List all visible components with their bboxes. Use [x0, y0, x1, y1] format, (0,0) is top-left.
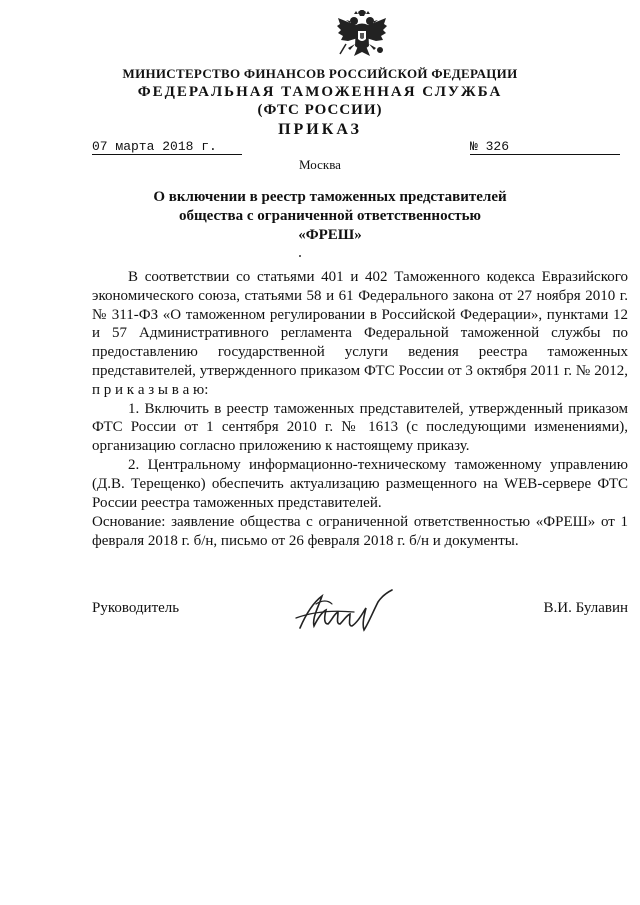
russian-coat-of-arms-icon [336, 10, 388, 64]
order-date: 07 марта 2018 г. [92, 139, 242, 155]
subject-line: О включении в реестр таможенных представителей [153, 189, 507, 205]
order-body [92, 268, 628, 512]
subject-line: общества с ограниченной ответственностью [179, 208, 481, 224]
basis-paragraph: Основание: заявление общества с ограниченной ответственностью «ФРЕШ» от 1 февраля 2018 г. б/н, письмо от 26 февраля 2018 г. б/н и документы. [92, 514, 628, 549]
signer-name: В.И. Булавин [543, 600, 628, 616]
preamble-paragraph: В соответствии со статьями 401 и 402 Таможенного кодекса Евразийского экономического союза, статьями 58 и 61 Федерального закона от 27 ноября 2010 г. № 311-ФЗ «О таможенном регулировании в Российской Федерации», пунктами 12 и 57 Административного регламента Федеральной таможенной службы по предоставлению государственной услуги ведения реестра таможенных представителей, утвержденного приказом ФТС России от 3 октября 2011 г. № 2012, п р и к а з ы в а ю: [92, 269, 628, 398]
document-type: ПРИКАЗ [278, 121, 362, 138]
order-subject [150, 188, 510, 245]
stray-dot [299, 255, 301, 257]
handwritten-signature-icon [292, 584, 396, 636]
ministry-name: МИНИСТЕРСТВО ФИНАНСОВ РОССИЙСКОЙ ФЕДЕРАЦИИ [122, 66, 518, 81]
order-item-2: 2. Центральному информационно-техническому таможенному управлению (Д.В. Терещенко) обеспечить актуализацию размещенного на WEB-сервере ФТС России реестра таможенных представителей. [92, 456, 628, 511]
basis-section [92, 513, 628, 551]
order-number: № 326 [470, 139, 620, 155]
service-short-name: (ФТС РОССИИ) [257, 102, 383, 118]
order-city: Москва [299, 157, 341, 172]
signer-title: Руководитель [92, 600, 180, 616]
service-name: ФЕДЕРАЛЬНАЯ ТАМОЖЕННАЯ СЛУЖБА [137, 84, 503, 100]
order-item-1: 1. Включить в реестр таможенных представителей, утвержденный приказом ФТС России от 1 сентября 2010 г. № 1613 (с последующими изменениями), организацию согласно приложению к настоящему приказу. [92, 400, 628, 455]
subject-line: «ФРЕШ» [298, 227, 362, 243]
